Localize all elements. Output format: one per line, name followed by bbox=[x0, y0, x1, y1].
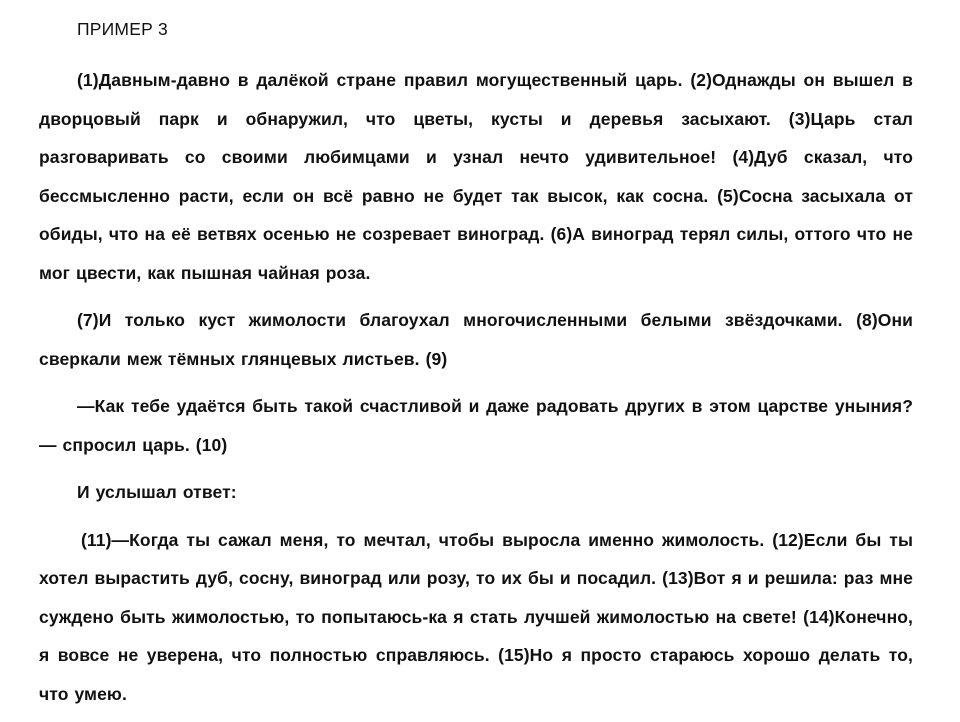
document-slide bbox=[39, 14, 913, 722]
paragraph-3: —Как тебе удаётся быть такой счастливой и даже радовать других в этом царстве уныния? — спросил царь. (10) bbox=[39, 396, 913, 455]
paragraph-2: (7)И только куст жимолости благоухал многочисленными белыми звёздочками. (8)Они сверкали меж тёмных глянцевых листьев. (9) bbox=[39, 310, 913, 369]
paragraph-1: (1)Давным-давно в далёкой стране правил могущественный царь. (2)Однажды он вышел в дворцовый парк и обнаружил, что цветы, кусты и деревья засыхают. (3)Царь стал разговаривать со своими любимцами и узнал нечто удивительное! (4)Дуб сказал, что бессмысленно расти, если он всё равно не будет так высок, как сосна. (5)Сосна засыхала от обиды, что на её ветвях осенью не созревает виноград. (6)А виноград терял силы, оттого что не мог цвести, как пышная чайная роза. bbox=[39, 70, 913, 283]
paragraph-4: И услышал ответ: bbox=[77, 482, 237, 502]
paragraph-5: (11)—Когда ты сажал меня, то мечтал, чтобы выросла именно жимолость. (12)Если бы ты хотел вырастить дуб, сосну, виноград или розу, то их бы и посадил. (13)Вот я и решила: раз мне суждено быть жимолостью, то попытаюсь-ка я стать лучшей жимолостью на свете! (14)Конечно, я вовсе не уверена, что полностью справляюсь. (15)Но я просто стараюсь хорошо делать то, что умею. bbox=[39, 529, 913, 704]
page-title: ПРИМЕР 3 bbox=[77, 19, 168, 39]
